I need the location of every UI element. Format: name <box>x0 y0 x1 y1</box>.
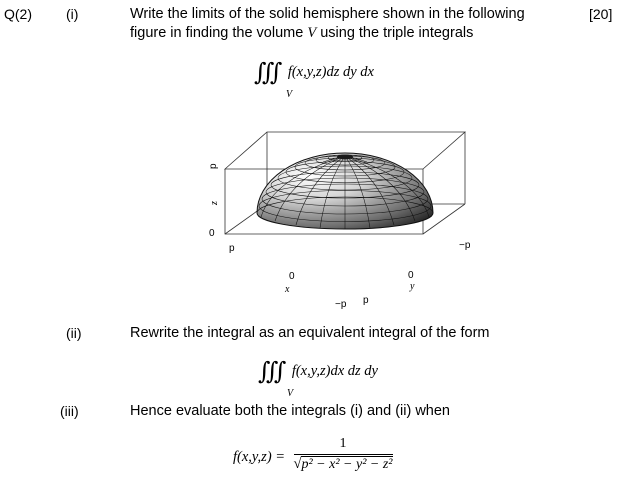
integral-ii-subscript: V <box>287 388 294 399</box>
y-axis-label: y <box>410 281 415 292</box>
formula-numerator: 1 <box>339 436 347 451</box>
z-axis-top-label: p <box>208 163 219 169</box>
sqrt-sign: √ <box>293 456 302 472</box>
part-iii-text: Hence evaluate both the integrals (i) and (ii) when <box>130 403 450 419</box>
formula <box>233 436 393 473</box>
x-axis-label: x <box>285 284 290 295</box>
formula-fraction <box>294 436 393 473</box>
integral-i <box>254 58 374 86</box>
integrand-ii: f(x,y,z)dx dz dy <box>291 363 378 379</box>
question-label: Q(2) <box>4 6 32 22</box>
part-i-label: (i) <box>66 6 79 22</box>
bottom-p-label: p <box>363 295 369 306</box>
bottom-neg-p-label: −p <box>335 299 347 310</box>
hemisphere-dome <box>257 153 433 229</box>
hemisphere-figure <box>195 122 485 312</box>
volume-var: V <box>307 25 317 41</box>
part-iii-label: (iii) <box>60 403 79 419</box>
part-ii-label: (ii) <box>66 325 82 341</box>
formula-denominator <box>294 454 393 473</box>
marks-label: [20] <box>589 6 613 22</box>
integrand-i: f(x,y,z)dz dy dx <box>287 64 374 80</box>
z-axis-zero-label: 0 <box>209 228 215 239</box>
integral-ii <box>258 357 378 385</box>
formula-radicand: p² − x² − y² − z² <box>301 457 393 472</box>
z-axis-label: z <box>209 201 220 205</box>
triple-integral-sign: ∭ <box>254 58 276 86</box>
integral-i-subscript: V <box>286 89 293 100</box>
z-axis-bottom-label: p <box>229 243 235 254</box>
part-ii-text: Rewrite the integral as an equivalent integral of the form <box>130 325 490 341</box>
right-neg-p-label: −p <box>459 240 471 251</box>
triple-integral-sign-ii: ∭ <box>258 357 280 385</box>
formula-lhs: f(x,y,z) = <box>233 448 286 465</box>
y-zero-label: 0 <box>408 270 414 281</box>
x-zero-label: 0 <box>289 271 295 282</box>
part-i-text-line2: figure in finding the volume V using the triple integrals <box>130 25 474 41</box>
part-i-text-line1: Write the limits of the solid hemisphere shown in the following <box>130 6 525 22</box>
